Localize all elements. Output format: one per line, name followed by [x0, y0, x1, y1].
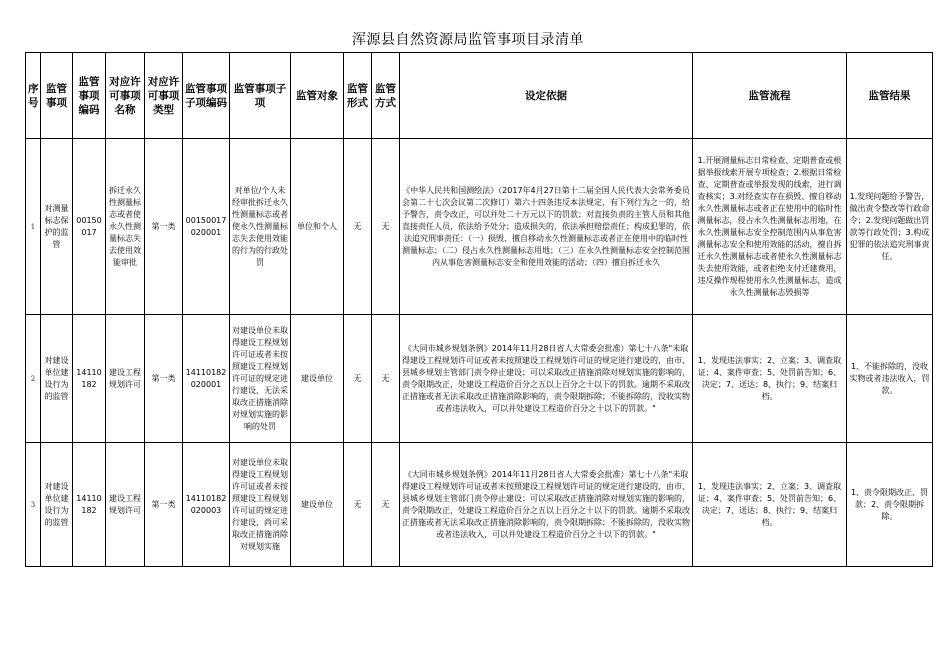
row-code: 14110182 — [73, 315, 106, 443]
supervision-table — [25, 52, 933, 567]
row-form: 无 — [344, 443, 372, 567]
row-sub-code: 14110182020001 — [183, 315, 230, 443]
row-basis: 《大同市城乡规划条例》2014年11月28日省人大常委会批准）第七十八条"未取得建设工程规划许可证或者未按照建设工程规划许可证的规定进行建设的，由市、县城乡规划主管部门责令停止建设；可以采取改正措施消除对规划实施的影响的，责令限期改正，处建设工程造价百分之五以上百分之十以下的罚款。逾期不采取改正措施或者无法采取改正措施消除影响的，责令限期拆除；不能拆除的，没收实物或者违法收入，可以并处建设工程造价百分之十以下的罚款。" — [400, 443, 693, 567]
row-sub-item: 对建设单位未取得建设工程规划许可证或者未按照建设工程规划许可证的规定进行建设，无法采取改正措施消除对规划实施的影响的处罚 — [230, 315, 291, 443]
row-index: 2 — [26, 315, 41, 443]
header-permit-type: 对应许可事项类型 — [145, 53, 183, 139]
row-sub-item: 对建设单位未取得建设工程规划许可证或者未按照建设工程规划许可证的规定进行建设，尚可采取改正措施消除对规划实施 — [230, 443, 291, 567]
header-method: 监管方式 — [372, 53, 400, 139]
header-target: 监管对象 — [291, 53, 344, 139]
row-result: 1.发现问题给予警告，做出责令整改等行政命令；2.发现问题做出罚款等行政处罚；3.构成犯罪的依法追究刑事责任。 — [847, 139, 933, 315]
header-item: 监管事项 — [41, 53, 73, 139]
row-process: 1、发现违法事实；2、立案；3、调查取证；4、案件审查；5、处罚前告知；6、决定；7、送达；8、执行；9、结案归档。 — [693, 443, 847, 567]
row-permit-type: 第一类 — [145, 139, 183, 315]
header-row — [26, 53, 933, 139]
row-permit-type: 第一类 — [145, 443, 183, 567]
row-process: 1、发现违法事实；2、立案；3、调查取证；4、案件审查；5、处罚前告知；6、决定；7、送达；8、执行；9、结案归档。 — [693, 315, 847, 443]
table-row — [26, 139, 933, 315]
row-result: 1、不能拆除的，没收实物或者违法收入，罚款。 — [847, 315, 933, 443]
row-index: 3 — [26, 443, 41, 567]
row-code: 00150017 — [73, 139, 106, 315]
row-target: 建设单位 — [291, 315, 344, 443]
row-permit-name: 拆迁永久性测量标志或者使永久性测量标志失去使用效能审批 — [106, 139, 145, 315]
row-index: 1 — [26, 139, 41, 315]
row-code: 14110182 — [73, 443, 106, 567]
header-sub-code: 监管事项子项编码 — [183, 53, 230, 139]
row-sub-item: 对单位/个人未经审批拆迁永久性测量标志或者使永久性测量标志失去使用效能的行为的行政处罚 — [230, 139, 291, 315]
page-title: 浑源县自然资源局监管事项目录清单 — [352, 32, 584, 48]
row-method: 无 — [372, 315, 400, 443]
header-index: 序号 — [26, 53, 41, 139]
row-target: 单位和个人 — [291, 139, 344, 315]
row-permit-name: 建设工程规划许可 — [106, 315, 145, 443]
header-sub-item: 监管事项子项 — [230, 53, 291, 139]
row-method: 无 — [372, 443, 400, 567]
header-process: 监管流程 — [693, 53, 847, 139]
header-basis: 设定依据 — [400, 53, 693, 139]
row-target: 建设单位 — [291, 443, 344, 567]
row-basis: 《大同市城乡规划条例》2014年11月28日省人大常委会批准）第七十八条"未取得建设工程规划许可证或者未按照建设工程规划许可证的规定进行建设的，由市、县城乡规划主管部门责令停止建设；可以采取改正措施消除对规划实施的影响的，责令限期改正，处建设工程造价百分之五以上百分之十以下的罚款。逾期不采取改正措施或者无法采取改正措施消除影响的，责令限期拆除；不能拆除的，没收实物或者违法收入，可以并处建设工程造价百分之十以下的罚款。" — [400, 315, 693, 443]
header-permit-name: 对应许可事项名称 — [106, 53, 145, 139]
table-row — [26, 443, 933, 567]
header-form: 监管形式 — [344, 53, 372, 139]
row-form: 无 — [344, 139, 372, 315]
row-basis: 《中华人民共和国测绘法》（2017年4月27日第十二届全国人民代表大会常务委员会第二十七次会议第二次修订）第六十四条违反本法规定，有下列行为之一的，给予警告，责令改正，可以并处二十万元以下的罚款；对直接负责的主管人员和其他直接责任人员，依法给予处分；造成损失的，依法承担赔偿责任；构成犯罪的，依法追究刑事责任：（一）损毁、擅自移动永久性测量标志或者正在使用中的临时性测量标志；（二）侵占永久性测量标志用地；（三）在永久性测量标志安全控制范围内从事危害测量标志安全和使用效能的活动；（四）擅自拆迁永久 — [400, 139, 693, 315]
row-item: 对建设单位建设行为的监管 — [41, 315, 73, 443]
row-item: 对测量标志保护的监管 — [41, 139, 73, 315]
row-process: 1.开展测量标志日常检查、定期普查或根据举报线索开展专项检查；2.根据日常检查、定期普查或举报发现的线索，进行调查核实；3.对经查实存在损毁、擅自移动永久性测量标志或者正在使用中的临时性测量标志，侵占永久性测量标志用地，在永久性测量标志安全控制范围内从事危害测量标志安全和使用效能的活动，擅自拆迁永久性测量标志或者使永久性测量标志失去使用效能，或者拒绝支付迁建费用，违反操作规程使用永久性测量标志，造成永久性测量标志毁损等 — [693, 139, 847, 315]
header-code: 监管事项编码 — [73, 53, 106, 139]
row-method: 无 — [372, 139, 400, 315]
row-result: 1、责令限期改正、罚款；2、责令限期拆除。 — [847, 443, 933, 567]
row-permit-name: 建设工程规划许可 — [106, 443, 145, 567]
table-row — [26, 315, 933, 443]
header-result: 监管结果 — [847, 53, 933, 139]
row-item: 对建设单位建设行为的监管 — [41, 443, 73, 567]
row-form: 无 — [344, 315, 372, 443]
row-sub-code: 14110182020003 — [183, 443, 230, 567]
row-permit-type: 第一类 — [145, 315, 183, 443]
row-sub-code: 00150017020001 — [183, 139, 230, 315]
